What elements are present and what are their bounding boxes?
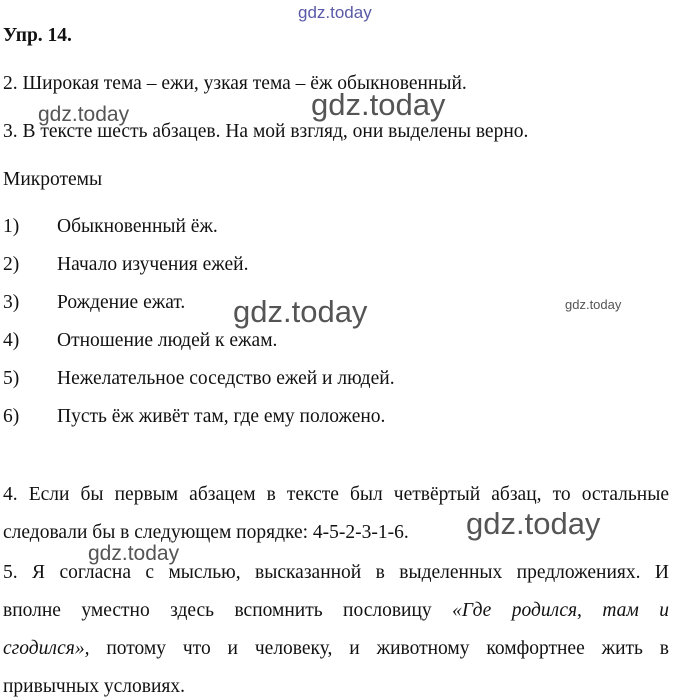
microthemes-heading: Микротемы <box>3 169 103 190</box>
watermark: gdz.today <box>311 87 446 122</box>
answer-4-line-2: следовали бы в следующем порядке: 4-5-2-3-1-6. <box>3 522 409 543</box>
list-item-number: 5) <box>3 368 20 389</box>
watermark-top: gdz.today <box>298 3 372 22</box>
answer-5-text: вполне уместно здесь вспомнить пословицу <box>3 600 453 621</box>
answer-4-line-1: 4. Если бы первым абзацем в тексте был четвёртый абзац, то остальные <box>3 484 669 505</box>
list-item: Пусть ёж живёт там, где ему положено. <box>57 406 386 427</box>
list-item-number: 4) <box>3 330 20 351</box>
answer-2: 2. Широкая тема – ежи, узкая тема – ёж обыкновенный. <box>3 73 467 94</box>
answer-5-line-4: привычных условиях. <box>3 676 186 697</box>
watermark: gdz.today <box>38 103 130 126</box>
list-item: Начало изучения ежей. <box>57 254 249 275</box>
list-item: Нежелательное соседство ежей и людей. <box>57 368 395 389</box>
answer-5-line-2 <box>3 601 669 621</box>
list-item: Отношение людей к ежам. <box>57 330 278 351</box>
answer-5-line-1: 5. Я согласна с мыслью, высказанной в выделенных предложениях. И <box>3 562 669 583</box>
answer-5-line-3 <box>3 639 669 659</box>
list-item-number: 3) <box>3 292 20 313</box>
proverb-quote: «Где родился, там и <box>452 600 669 621</box>
proverb-quote: сгодился», <box>3 638 90 659</box>
list-item-number: 2) <box>3 254 20 275</box>
list-item-number: 6) <box>3 406 20 427</box>
watermark: gdz.today <box>466 506 601 541</box>
watermark: gdz.today <box>565 297 622 312</box>
watermark: gdz.today <box>233 294 368 329</box>
list-item: Рождение ежат. <box>57 292 186 313</box>
list-item-number: 1) <box>3 216 20 237</box>
watermark: gdz.today <box>88 542 180 565</box>
answer-5-text: потому что и человеку, и животному комфортнее жить в <box>89 638 669 659</box>
exercise-title: Упр. 14. <box>3 25 72 46</box>
list-item: Обыкновенный ёж. <box>57 216 218 237</box>
answer-3: 3. В тексте шесть абзацев. На мой взгляд, они выделены верно. <box>3 121 529 142</box>
